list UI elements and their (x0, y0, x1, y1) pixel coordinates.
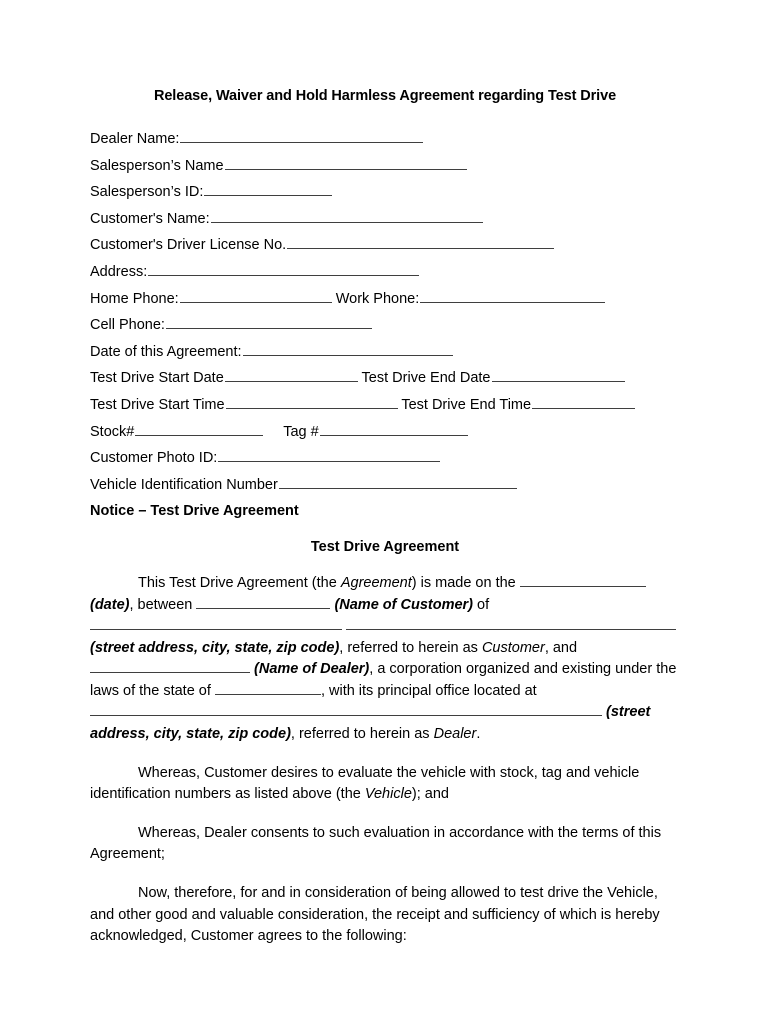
p1-bolditalic-dealer-address: (street address, city, state, zip code) (90, 704, 651, 743)
field-address (90, 259, 680, 286)
field-blank-vin[interactable] (279, 475, 517, 488)
blank-customer-street-address-b[interactable] (346, 617, 676, 630)
field-label-date-of-agreement: Date of this Agreement: (90, 343, 242, 360)
field-blank-customer-driver-license[interactable] (287, 236, 554, 249)
page-title: Release, Waiver and Hold Harmless Agreement regarding Test Drive (153, 88, 617, 104)
field-label-salesperson-id: Salesperson’s ID: (90, 184, 204, 201)
field-salesperson-name (90, 153, 680, 180)
p1-bolditalic-name-of-dealer: (Name of Dealer) (254, 661, 370, 678)
field-cell-phone (90, 312, 680, 339)
field-blank-salesperson-name[interactable] (225, 156, 467, 169)
paragraph-whereas-dealer (90, 823, 682, 866)
p1-bolditalic-name-of-customer: (Name of Customer) (334, 596, 474, 613)
p1-text-2: ) is made on the (411, 574, 520, 591)
p1-text-9: , referred to herein as (290, 726, 434, 743)
field-blank-test-drive-end-date[interactable] (492, 369, 625, 382)
section-title-test-drive-agreement: Test Drive Agreement (310, 538, 460, 555)
blank-date[interactable] (520, 574, 646, 587)
field-customer-driver-license (90, 232, 680, 259)
p1-text-3: , between (129, 596, 197, 613)
field-stock-tag (90, 419, 680, 446)
field-blank-salesperson-id[interactable] (204, 183, 332, 196)
blank-name-of-dealer[interactable] (90, 660, 250, 673)
p2-text-1: Whereas, Customer desires to evaluate the vehicle with stock, tag and vehicle identification numbers as listed above (the (90, 764, 640, 803)
field-label-customer-driver-license: Customer's Driver License No. (90, 237, 287, 254)
field-blank-customer-photo-id[interactable] (218, 449, 440, 462)
field-label-salesperson-name: Salesperson’s Name (90, 157, 224, 174)
field-blank-home-phone[interactable] (180, 289, 332, 302)
p1-text-1: This Test Drive Agreement (the (138, 574, 341, 591)
field-label-test-drive-start-date: Test Drive Start Date (90, 370, 224, 387)
field-blank-customer-name[interactable] (211, 209, 483, 222)
p2-italic-vehicle: Vehicle (364, 786, 412, 803)
paragraph-agreement-preamble (90, 573, 682, 746)
p1-italic-agreement: Agreement (340, 574, 412, 591)
p1-text-10: . (476, 726, 481, 743)
p1-bolditalic-date: (date) (90, 596, 130, 613)
field-label-customer-name: Customer's Name: (90, 210, 210, 227)
blank-customer-street-address-a[interactable] (90, 617, 342, 630)
p1-text-5: , referred to herein as (339, 639, 482, 656)
field-label-work-phone: Work Phone: (335, 290, 420, 307)
notice-heading: Notice – Test Drive Agreement (90, 503, 299, 520)
field-salesperson-id (90, 179, 680, 206)
field-blank-cell-phone[interactable] (166, 316, 372, 329)
field-label-dealer-name: Dealer Name: (90, 131, 180, 147)
blank-state[interactable] (215, 682, 321, 695)
paragraph-whereas-customer (90, 763, 682, 806)
field-blank-stock-number[interactable] (135, 422, 263, 435)
field-blank-address[interactable] (148, 263, 419, 276)
field-blank-test-drive-end-time[interactable] (532, 396, 635, 409)
spacer (263, 424, 283, 440)
p4-text-1: Now, therefore, for and in consideration of being allowed to test drive the Vehicle, and other good and valuable consideration, the receipt and sufficiency of which is hereby acknowledged, Customer agrees to the following: (90, 885, 660, 945)
field-vin (90, 472, 680, 499)
p1-text-8: , with its principal office located at (320, 682, 537, 699)
field-date-of-agreement (90, 339, 680, 366)
p3-text-1: Whereas, Dealer consents to such evaluation in accordance with the terms of this Agreement; (90, 824, 662, 863)
field-label-test-drive-start-time: Test Drive Start Time (90, 396, 225, 413)
field-blank-test-drive-start-time[interactable] (226, 396, 398, 409)
field-label-home-phone: Home Phone: (90, 290, 179, 307)
field-label-address: Address: (90, 263, 148, 280)
p1-italic-dealer: Dealer (433, 726, 477, 743)
p1-text-4: of (473, 596, 490, 613)
paragraph-consideration (90, 883, 682, 948)
field-customer-name (90, 206, 680, 233)
field-home-work-phone (90, 286, 680, 313)
field-blank-test-drive-start-date[interactable] (225, 369, 358, 382)
field-blank-work-phone[interactable] (420, 289, 605, 302)
field-label-stock-number: Stock# (90, 423, 135, 440)
field-label-vin: Vehicle Identification Number (90, 476, 278, 493)
field-label-test-drive-end-date: Test Drive End Date (361, 370, 491, 387)
p1-bolditalic-customer-address: (street address, city, state, zip code) (90, 639, 340, 656)
document-content (90, 88, 680, 965)
field-test-drive-times (90, 392, 680, 419)
field-blank-tag-number[interactable] (320, 422, 468, 435)
p1-text-6: , and (544, 639, 578, 656)
field-label-cell-phone: Cell Phone: (90, 317, 165, 334)
field-label-customer-photo-id: Customer Photo ID: (90, 450, 218, 467)
field-test-drive-dates (90, 365, 680, 392)
field-blank-date-of-agreement[interactable] (243, 342, 453, 355)
blank-dealer-street-address[interactable] (90, 703, 602, 716)
field-blank-dealer-name[interactable] (180, 130, 423, 143)
field-dealer-name (90, 126, 680, 153)
field-label-tag-number: Tag # (283, 423, 319, 440)
p2-text-2: ); and (411, 786, 449, 803)
p1-text-7: , a corporation organized and existing under the laws of the state of (90, 661, 677, 699)
blank-name-of-customer[interactable] (196, 595, 330, 608)
field-customer-photo-id (90, 445, 680, 472)
p1-italic-customer: Customer (481, 639, 545, 656)
field-label-test-drive-end-time: Test Drive End Time (401, 396, 532, 413)
